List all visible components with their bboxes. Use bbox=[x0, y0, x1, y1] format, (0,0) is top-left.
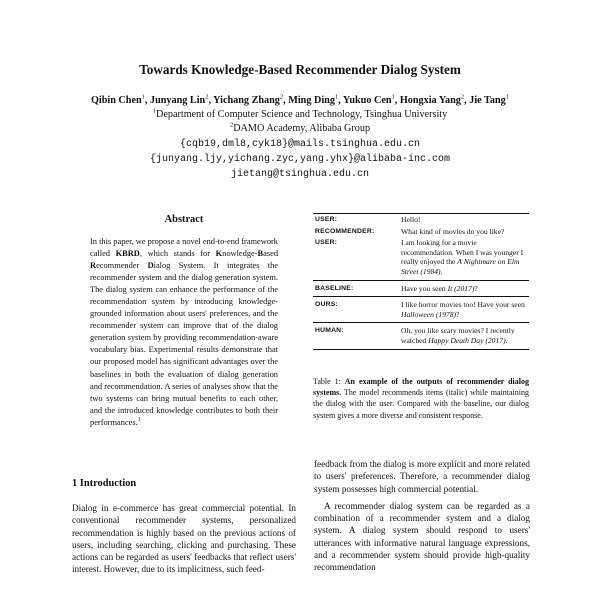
author: Jie Tang$^1$ bbox=[469, 93, 510, 106]
author: Hongxia Yang$^2$ bbox=[399, 93, 465, 106]
section-heading: 1 Introduction bbox=[72, 478, 137, 489]
author: Qibin Chen$^1$ bbox=[90, 93, 145, 106]
table-row: USER: Hello! bbox=[315, 215, 421, 224]
footnote-mark: 1 bbox=[137, 416, 141, 423]
affiliation-2: $^2$DAMO Academy, Alibaba Group bbox=[229, 121, 371, 134]
email-1: {cqb19,dml8,cyk18}@mails.tsinghua.edu.cn bbox=[179, 139, 421, 150]
email-3: jietang@tsinghua.edu.cn bbox=[230, 169, 370, 180]
table-row: OURS: I like horror movies too! Have your seen Halloween (1978)? bbox=[313, 297, 529, 323]
email-2: {junyang.ljy,yichang.zyc,yang.yhx}@alibaba-inc.com bbox=[149, 154, 451, 165]
author: Junyang Lin$^2$ bbox=[149, 93, 209, 106]
table-row: USER: I am looking for a movie recommendation. When I was younger I really enjoyed the A Nightmare on Elm Street (1984). bbox=[315, 238, 524, 276]
author-list: Qibin Chen$^1$, Junyang Lin$^2$, Yichang Zhang$^2$, Ming Ding$^1$, Yukuo Cen$^1$, Hongxia Yang$^2$, Jie Tang$^1$ bbox=[90, 93, 510, 106]
table-row: RECOMMENDER: What kind of movies do you like? bbox=[315, 226, 505, 236]
affiliation-1: $^1$Department of Computer Science and Technology, Tsinghua University bbox=[152, 107, 448, 120]
dialog-example-table bbox=[313, 213, 529, 350]
table-caption: Table 1: An example of the outputs of recommender dialog systems. The model recommends items (italic) while maintaining the dialog with the user. Compared with the baseline, our dialog system gives a more diverse and consistent response. bbox=[313, 377, 529, 420]
paragraph: feedback from the dialog is more explicit and more related to users' preferences. Therefore, a recommender dialog system possesses high commercial potential. bbox=[314, 459, 530, 494]
author: Ming Ding$^1$ bbox=[288, 93, 339, 106]
intro-left-column bbox=[72, 502, 296, 576]
table-row: HUMAN: Oh, you like scary movies? I recently watched Happy Death Day (2017). bbox=[313, 323, 529, 349]
paragraph: Dialog in e-commerce has great commercial potential. In conventional recommender systems, personalized recommendation is highly based on the previous actions of users, including searching, clicking and purchasing. These actions can be regarded as users' feedbacks that reflect users' interest. However, due to its implicitness, such feed- bbox=[72, 503, 296, 575]
abstract-body: In this paper, we propose a novel end-to-end framework called KBRD, which stands for Knowledge-Based Recommender Dialog System. It integrates the recommender system and the dialog generation system. The dialog system can enhance the performance of the recommendation system by introducing knowledge-grounded information about users' preferences, and the recommender system can improve that of the dialog generation system by providing recommendation-aware vocabulary bias. Experimental results demonstrate that our proposed model has significant advantages over the baselines in both the evaluation of dialog generation and recommendation. A series of analyses show that the two systems can bring mutual benefits to each other, and the introduced knowledge contributes to both their performances.$^1$ bbox=[90, 237, 279, 427]
paragraph: A recommender dialog system can be regarded as a combination of a recommender system and a dialog system. A dialog system should respond to users' utterances with informative natural language expressions, and a recommender system should provide high-quality recommendation bbox=[314, 500, 530, 573]
table-row: BASELINE: Have you seen It (2017)? bbox=[313, 280, 529, 297]
paper-title: Towards Knowledge-Based Recommender Dialog System bbox=[139, 62, 461, 77]
intro-right-column bbox=[314, 458, 530, 574]
abstract-heading: Abstract bbox=[164, 214, 204, 225]
author: Yukuo Cen$^1$ bbox=[342, 93, 395, 106]
author: Yichang Zhang$^2$ bbox=[213, 93, 284, 106]
